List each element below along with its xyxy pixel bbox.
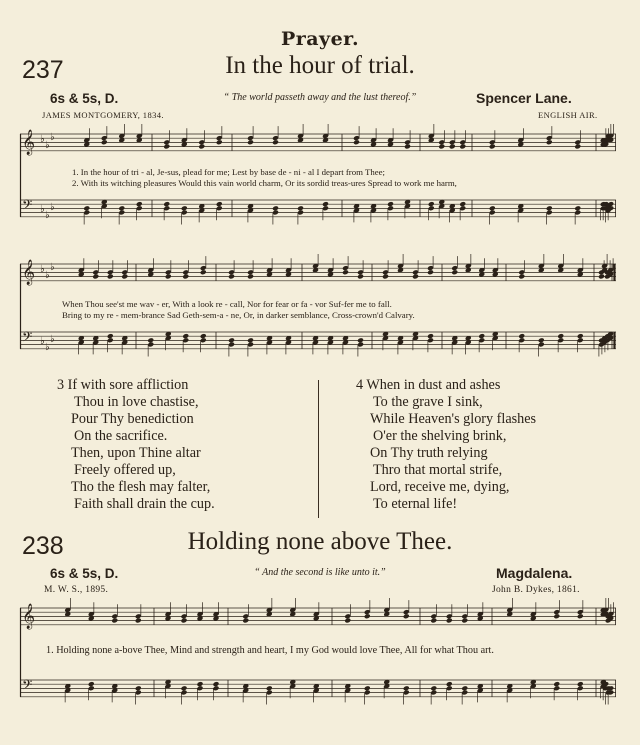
note-head <box>461 618 468 624</box>
composer-238: John B. Dykes, 1861. <box>492 585 580 595</box>
verse-line: Then, upon Thine altar <box>71 445 201 461</box>
verse-line: On the sacrifice. <box>74 428 168 444</box>
note-head <box>107 274 114 280</box>
note-head <box>446 618 453 624</box>
note-head <box>163 144 170 150</box>
note-head <box>200 269 207 275</box>
treble-clef-icon: 𝄞 <box>22 130 36 155</box>
note-head <box>182 274 189 280</box>
flat-icon: ♭ <box>40 336 45 347</box>
note-head <box>272 139 279 145</box>
note-head <box>353 139 360 145</box>
note-head <box>247 274 254 280</box>
note-head <box>451 269 458 275</box>
verse-number: 4 <box>356 377 364 393</box>
note-head <box>92 274 99 280</box>
note-head <box>553 613 560 619</box>
author-238: M. W. S., 1895. <box>44 585 109 595</box>
verse-line: Freely offered up, <box>74 462 176 478</box>
flat-icon: ♭ <box>40 134 45 145</box>
tune-source-237: ENGLISH AIR. <box>538 110 598 120</box>
lyric-line1-verse2-237: 2. With its witching pleasures Would this vain world charm, Or its sordid treas-ures Spread to work me harm, <box>72 178 457 188</box>
note-head <box>574 144 581 150</box>
verse-line: To eternal life! <box>373 496 458 512</box>
tune-name-237: Spencer Lane. <box>476 90 572 106</box>
verse-number: 3 <box>57 377 65 393</box>
note-head <box>438 144 445 150</box>
note-head <box>165 274 172 280</box>
note-head <box>489 144 496 150</box>
verse-line: Pour Thy benediction <box>71 411 194 427</box>
music-system-1-238 <box>20 598 616 718</box>
hymn-number-238: 238 <box>22 532 64 560</box>
meter-238: 6s & 5s, D. <box>50 566 119 581</box>
note-head <box>181 618 188 624</box>
lyric-line2-verse2-237: Bring to my re - mem-brance Sad Geth-sem-a - ne, Or, in darker semblance, Cross-crown'd Calvary. <box>62 310 415 320</box>
flat-icon: ♭ <box>40 264 45 275</box>
note-head <box>216 139 223 145</box>
note-head <box>598 274 605 280</box>
author-237: JAMES MONTGOMERY, 1834. <box>42 110 164 120</box>
note-head <box>412 274 419 280</box>
epigraph-237: “ The world passeth away and the lust thereof.” <box>223 92 417 103</box>
verse-3 <box>57 377 215 513</box>
flat-icon: ♭ <box>50 334 55 345</box>
flat-icon: ♭ <box>40 204 45 215</box>
note-head <box>247 139 254 145</box>
verse-line: To the grave I sink, <box>373 394 483 410</box>
bass-clef-icon: 𝄢 <box>22 197 33 216</box>
verse-line: Thro that mortal strife, <box>373 462 503 478</box>
note-head <box>449 144 456 150</box>
verse-divider <box>318 380 319 518</box>
verse-line: Faith shall drain the cup. <box>74 496 215 512</box>
flat-icon: ♭ <box>45 210 50 221</box>
flat-icon: ♭ <box>45 270 50 281</box>
bass-clef-icon: 𝄢 <box>22 677 33 696</box>
flat-icon: ♭ <box>50 202 55 213</box>
bass-clef-icon: 𝄢 <box>22 329 33 348</box>
flat-icon: ♭ <box>50 262 55 273</box>
note-head <box>135 618 142 624</box>
verse-text: When in dust and ashes <box>366 377 501 393</box>
verse-line <box>356 377 536 394</box>
note-head <box>242 618 249 624</box>
treble-clef-icon: 𝄞 <box>22 260 36 285</box>
note-head <box>546 139 553 145</box>
note-head <box>382 274 389 280</box>
flat-icon: ♭ <box>45 342 50 353</box>
lyric-line1-verse1-238: 1. Holding none a-bove Thee, Mind and strength and heart, I my God would love Thee, All for what Thou art. <box>46 645 494 656</box>
note-head <box>228 274 235 280</box>
note-head <box>430 618 437 624</box>
hymn-title-237: In the hour of trial. <box>225 52 415 79</box>
lyric-line1-verse1-237: 1. In the hour of tri - al, Je-sus, plead for me; Lest by base de - ni - al I depart from Thee; <box>72 167 386 177</box>
verse-line: Thou in love chastise, <box>74 394 199 410</box>
meter-237: 6s & 5s, D. <box>50 91 119 106</box>
verse-line: On Thy truth relying <box>370 445 488 461</box>
note-head <box>121 274 128 280</box>
note-head <box>101 139 108 145</box>
section-title: Prayer. <box>280 28 360 50</box>
note-head <box>111 618 118 624</box>
verse-4 <box>356 377 536 513</box>
note-head <box>344 618 351 624</box>
note-head <box>403 613 410 619</box>
note-head <box>364 613 371 619</box>
tune-name-238: Magdalena. <box>496 565 573 581</box>
treble-clef-icon: 𝄞 <box>22 604 36 629</box>
verse-line: While Heaven's glory flashes <box>370 411 537 427</box>
hymn-title-238: Holding none above Thee. <box>187 528 453 555</box>
lyric-line2-verse1-237: When Thou see'st me wav - er, With a look re - call, Nor for fear or fa - vor Suf-fer me to fall. <box>62 299 392 309</box>
note-head <box>518 274 525 280</box>
flat-icon: ♭ <box>50 132 55 143</box>
note-head <box>459 144 466 150</box>
flat-icon: ♭ <box>45 140 50 151</box>
verse-line: O'er the shelving brink, <box>373 428 507 444</box>
verse-line: Lord, receive me, dying, <box>370 479 510 495</box>
verse-line: Tho the flesh may falter, <box>71 479 211 495</box>
note-head <box>357 274 364 280</box>
verse-line <box>57 377 215 394</box>
hymn-number-237: 237 <box>22 56 64 84</box>
note-head <box>198 144 205 150</box>
note-head <box>342 269 349 275</box>
epigraph-238: “ And the second is like unto it.” <box>254 567 386 578</box>
note-head <box>427 269 434 275</box>
note-head <box>404 144 411 150</box>
verse-text: If with sore affliction <box>67 377 189 393</box>
note-head <box>577 613 584 619</box>
